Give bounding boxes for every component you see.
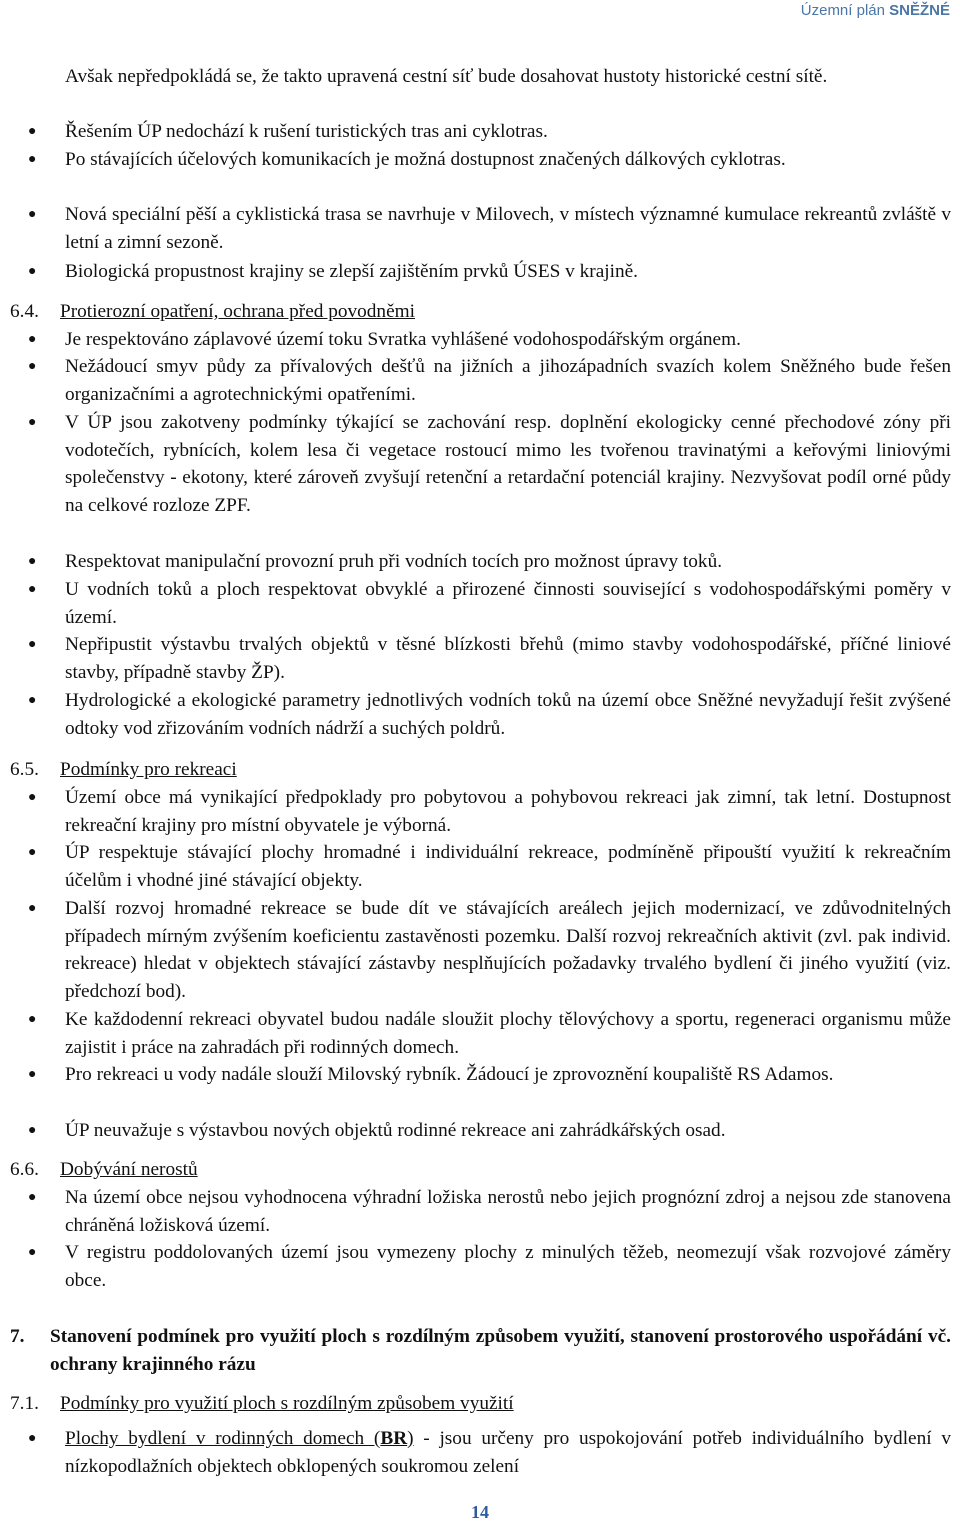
s64-item-3: Respektovat manipulační provozní pruh při vodních tocích pro možnost úpravy toků. xyxy=(65,551,723,572)
s64-item-6: Hydrologické a ekologické parametry jednotlivých vodních toků na území obce Sněžné nevyžadují řešit zvýšené odtoky vod zřizováním vodních nádrží a suchých poldrů. xyxy=(65,690,951,739)
bullet-icon: ● xyxy=(28,359,37,374)
intro-item-1: Řešením ÚP nedochází k rušení turistických tras ani cyklotras. xyxy=(65,121,548,142)
section-heading-6-6 xyxy=(10,1156,198,1184)
s64-item-0: Je respektováno záplavové území toku Svratka vyhlášené vodohospodářským orgánem. xyxy=(65,329,741,350)
section-heading-6-5 xyxy=(10,756,237,784)
zone-code: BR xyxy=(380,1428,408,1449)
s65-item-5: ÚP neuvažuje s výstavbou nových objektů rodinné rekreace ani zahrádkářských osad. xyxy=(65,1120,726,1141)
section-title: Protierozní opatření, ochrana před povodněmi xyxy=(60,301,415,322)
bullet-icon: ● xyxy=(28,1245,37,1260)
bullet-icon: ● xyxy=(28,790,37,805)
bullet-icon: ● xyxy=(28,1190,37,1205)
bullet-icon: ● xyxy=(28,693,37,708)
bullet-icon: ● xyxy=(28,637,37,652)
s65-item-4: Pro rekreaci u vody nadále slouží Milovský rybník. Žádoucí je zprovoznění koupaliště RS Adamos. xyxy=(65,1064,834,1085)
s64-item-4: U vodních toků a ploch respektovat obvyklé a přirozené činnosti související s vodohospodářskými poměry v území. xyxy=(65,579,951,628)
chapter-number: 7. xyxy=(10,1326,25,1347)
bullet-icon: ● xyxy=(28,1123,37,1138)
bullet-icon: ● xyxy=(28,1067,37,1082)
s65-item-2: Další rozvoj hromadné rekreace se bude dít ve stávajících areálech jejich modernizací, ve zdůvodnitelných případech mírným zvýšením koeficientu zastavěnosti pozemku. Další rozvoj rekreačních aktivit (zvl. pak individ. rekreace) hledat v objektech stávající zástavby nesplňujících požadavky trvalého bydlení či jiného využití (viz. předchozí bod). xyxy=(65,898,951,1003)
s64-item-2: V ÚP jsou zakotveny podmínky týkající se zachování resp. doplnění ekologicky cenné přechodové zóny při vodotečích, rybnících, kolem lesa či vegetace rostoucí mimo les tvořenou travinatými a keřovými liniovými společenstvy - ekotony, které zároveň zvyšují retenční a retardační potenciál krajiny. Nezvyšovat podíl orné půdy na celkové rozloze ZPF. xyxy=(65,412,951,517)
section-title: Podmínky pro využití ploch s rozdílným způsobem využití xyxy=(60,1393,514,1414)
section-number: 6.5. xyxy=(10,759,39,780)
bullet-icon: ● xyxy=(28,415,37,430)
s64-item-5: Nepřipustit výstavbu trvalých objektů v těsné blízkosti břehů (mimo stavby vodohospodářské, příčné liniové stavby, případně stavby ŽP). xyxy=(65,634,951,683)
bullet-icon: ● xyxy=(28,1431,37,1446)
section-title: Podmínky pro rekreaci xyxy=(60,759,237,780)
bullet-icon: ● xyxy=(28,845,37,860)
section-title: Dobývání nerostů xyxy=(60,1159,198,1180)
bullet-icon: ● xyxy=(28,264,37,279)
bullet-icon: ● xyxy=(28,124,37,139)
s66-item-0: Na území obce nejsou vyhodnocena výhradní ložiska nerostů nebo jejich prognózní zdroj a nejsou zde stanovena chráněná ložisková území. xyxy=(65,1187,951,1236)
chapter-heading-7 xyxy=(10,1323,951,1378)
section-heading-7-1 xyxy=(10,1390,514,1418)
bullet-icon: ● xyxy=(28,207,37,222)
bullet-icon: ● xyxy=(28,901,37,916)
bullet-icon: ● xyxy=(28,332,37,347)
header-name: SNĚŽNÉ xyxy=(889,2,950,19)
header-prefix: Územní plán xyxy=(800,2,885,19)
intro-item-2: Po stávajících účelových komunikacích je možná dostupnost značených dálkových cyklotras. xyxy=(65,149,786,170)
intro-item-3: Nová speciální pěší a cyklistická trasa se navrhuje v Milovech, v místech významné kumulace rekreantů zvláště v letní a zimní sezoně. xyxy=(65,204,951,253)
chapter-title: Stanovení podmínek pro využití ploch s rozdílným způsobem využití, stanovení prostorového uspořádání vč. ochrany krajinného rázu xyxy=(50,1326,951,1375)
section-number: 6.6. xyxy=(10,1159,39,1180)
section-heading-6-4 xyxy=(10,298,415,326)
intro-item-4: Biologická propustnost krajiny se zlepší zajištěním prvků ÚSES v krajině. xyxy=(65,261,638,282)
intro-item-0: Avšak nepředpokládá se, že takto upravená cestní síť bude dosahovat hustoty historické cestní sítě. xyxy=(65,66,828,87)
section-number: 7.1. xyxy=(10,1393,39,1414)
s65-item-0: Území obce má vynikající předpoklady pro pobytovou a pohybovou rekreaci jak zimní, tak letní. Dostupnost rekreační krajiny pro místní obyvatele je výborná. xyxy=(65,787,951,836)
zone-name: Plochy bydlení v rodinných domech (BR) xyxy=(65,1428,414,1449)
s64-item-1: Nežádoucí smyv půdy za přívalových dešťů na jižních a jihozápadních svazích kolem Sněžného bude řešen organizačními a agrotechnickými opatřeními. xyxy=(65,356,951,405)
s65-item-1: ÚP respektuje stávající plochy hromadné i individuální rekreace, podmíněně připouští využití k rekreačním účelům i vhodné jiné stávající objekty. xyxy=(65,842,951,891)
bullet-icon: ● xyxy=(28,1012,37,1027)
bullet-icon: ● xyxy=(28,582,37,597)
page-number: 14 xyxy=(471,1502,489,1522)
s65-item-3: Ke každodenní rekreaci obyvatel budou nadále sloužit plochy tělovýchovy a sportu, regeneraci organismu může zajistit i práce na zahradách při rodinných domech. xyxy=(65,1009,951,1058)
page-header xyxy=(801,2,950,19)
zone-description: - jsou určeny pro uspokojování potřeb individuálního bydlení v nízkopodlažních objektech obklopených soukromou zelení xyxy=(65,1428,951,1477)
s71-item-0 xyxy=(65,1425,951,1480)
s66-item-1: V registru poddolovaných území jsou vymezeny plochy z minulých těžeb, neomezují však rozvojové záměry obce. xyxy=(65,1242,951,1291)
bullet-icon: ● xyxy=(28,152,37,167)
bullet-icon: ● xyxy=(28,554,37,569)
section-number: 6.4. xyxy=(10,301,39,322)
